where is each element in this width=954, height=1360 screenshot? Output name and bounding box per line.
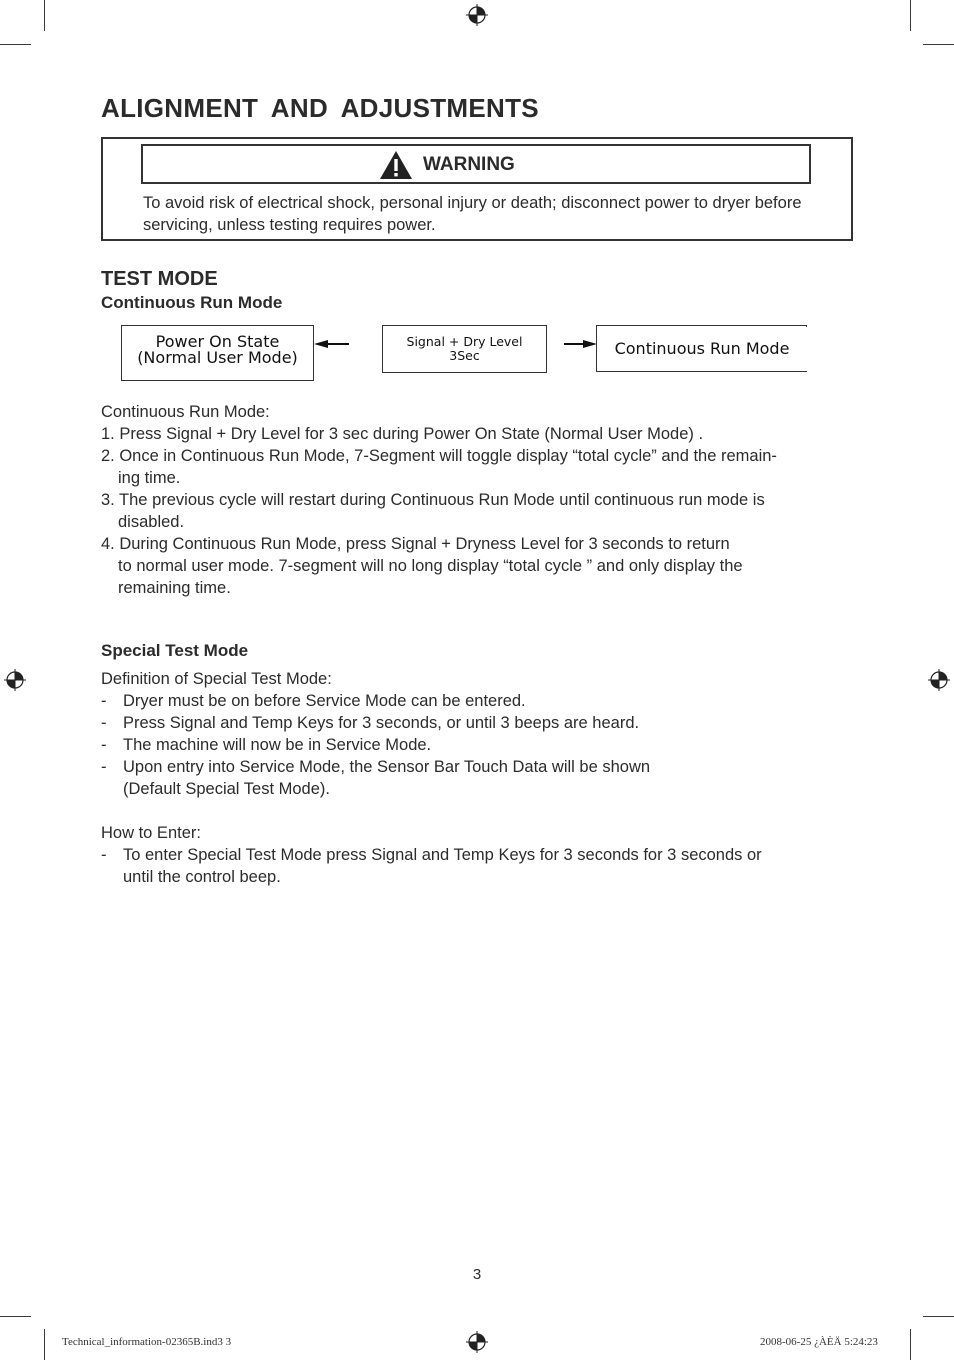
flow-box-edge (806, 325, 807, 327)
step-2-cont: ing time. (118, 469, 181, 487)
warning-label: WARNING (423, 154, 515, 175)
bullet-dash: - (101, 758, 107, 776)
step-2-text: 2. Once in Continuous Run Mode, 7-Segment will toggle display “total cycle” and the remain- (101, 447, 777, 465)
flow-box-power-on-state-line1: Power On State (155, 332, 280, 351)
registration-mark-icon (4, 669, 26, 691)
definition-item-text: The machine will now be in Service Mode. (123, 736, 432, 754)
list-item (101, 445, 861, 489)
list-item (101, 489, 861, 533)
page-number: 3 (472, 1266, 482, 1283)
list-item (101, 533, 861, 599)
subheading-continuous-run-mode: Continuous Run Mode (101, 293, 283, 312)
crop-mark (44, 0, 45, 31)
crop-mark (0, 1316, 31, 1317)
footer-timestamp: 2008-06-25 ¿ÀÈÄ 5:24:23 (760, 1336, 878, 1348)
flow-box-power-on-state-line2: (Normal User Mode) (137, 348, 298, 367)
step-4-text: 4. During Continuous Run Mode, press Signal + Dryness Level for 3 seconds to return (101, 535, 730, 553)
registration-mark-icon (466, 1331, 488, 1353)
registration-mark-icon (466, 4, 488, 26)
subheading-special-test-mode: Special Test Mode (101, 641, 249, 660)
crop-mark (923, 1316, 954, 1317)
warning-text: To avoid risk of electrical shock, personal injury or death; disconnect power to dryer before servicing, unless testing requires power. (143, 194, 802, 234)
definition-item-text: Upon entry into Service Mode, the Sensor Bar Touch Data will be shown (123, 758, 651, 776)
step-3-text: 3. The previous cycle will restart during Continuous Run Mode until continuous run mode is (101, 491, 765, 509)
step-1-text: 1. Press Signal + Dry Level for 3 sec during Power On State (Normal User Mode) . (101, 425, 704, 443)
page-title: ALIGNMENT AND ADJUSTMENTS (101, 93, 539, 123)
arrow-left-icon (314, 337, 350, 351)
flow-box-signal-line2: 3Sec (449, 348, 480, 363)
definition-item-text: Dryer must be on before Service Mode can be entered. (123, 692, 526, 710)
flow-box-signal-line1: Signal + Dry Level (406, 334, 523, 349)
enter-item-text: To enter Special Test Mode press Signal and Temp Keys for 3 seconds for 3 seconds or (123, 846, 762, 864)
crop-mark (44, 1329, 45, 1360)
flow-box-power-on-state (121, 325, 314, 381)
step-4-cont: remaining time. (118, 579, 231, 597)
arrow-right-icon (564, 337, 598, 351)
bullet-dash: - (101, 736, 107, 754)
section-heading-test-mode: TEST MODE (101, 268, 218, 290)
flow-box-signal-dry-level (382, 325, 547, 373)
definition-item-text: Press Signal and Temp Keys for 3 seconds, or until 3 beeps are heard. (123, 714, 640, 732)
step-4-cont: to normal user mode. 7-segment will no long display “total cycle ” and only display the (118, 557, 743, 575)
bullet-dash: - (101, 846, 107, 864)
warning-triangle-icon (379, 150, 413, 180)
how-to-enter-label: How to Enter: (101, 824, 201, 842)
crop-mark (910, 1329, 911, 1360)
crop-mark (0, 44, 31, 45)
step-3-cont: disabled. (118, 513, 185, 531)
definition-label: Definition of Special Test Mode: (101, 670, 332, 688)
crop-mark (910, 0, 911, 31)
crop-mark (923, 44, 954, 45)
continuous-intro: Continuous Run Mode: (101, 403, 270, 421)
bullet-dash: - (101, 692, 107, 710)
flow-box-continuous-run-mode (596, 325, 807, 372)
bullet-dash: - (101, 714, 107, 732)
list-item (101, 756, 861, 800)
definition-item-text: (Default Special Test Mode). (123, 780, 330, 798)
list-item (101, 423, 861, 445)
registration-mark-icon (928, 669, 950, 691)
list-item (101, 844, 861, 888)
footer-file-info: Technical_information-02365B.ind3 3 (62, 1336, 232, 1348)
warning-header (141, 144, 811, 184)
flow-box-continuous-label: Continuous Run Mode (614, 339, 790, 358)
enter-item-text: until the control beep. (123, 868, 281, 886)
